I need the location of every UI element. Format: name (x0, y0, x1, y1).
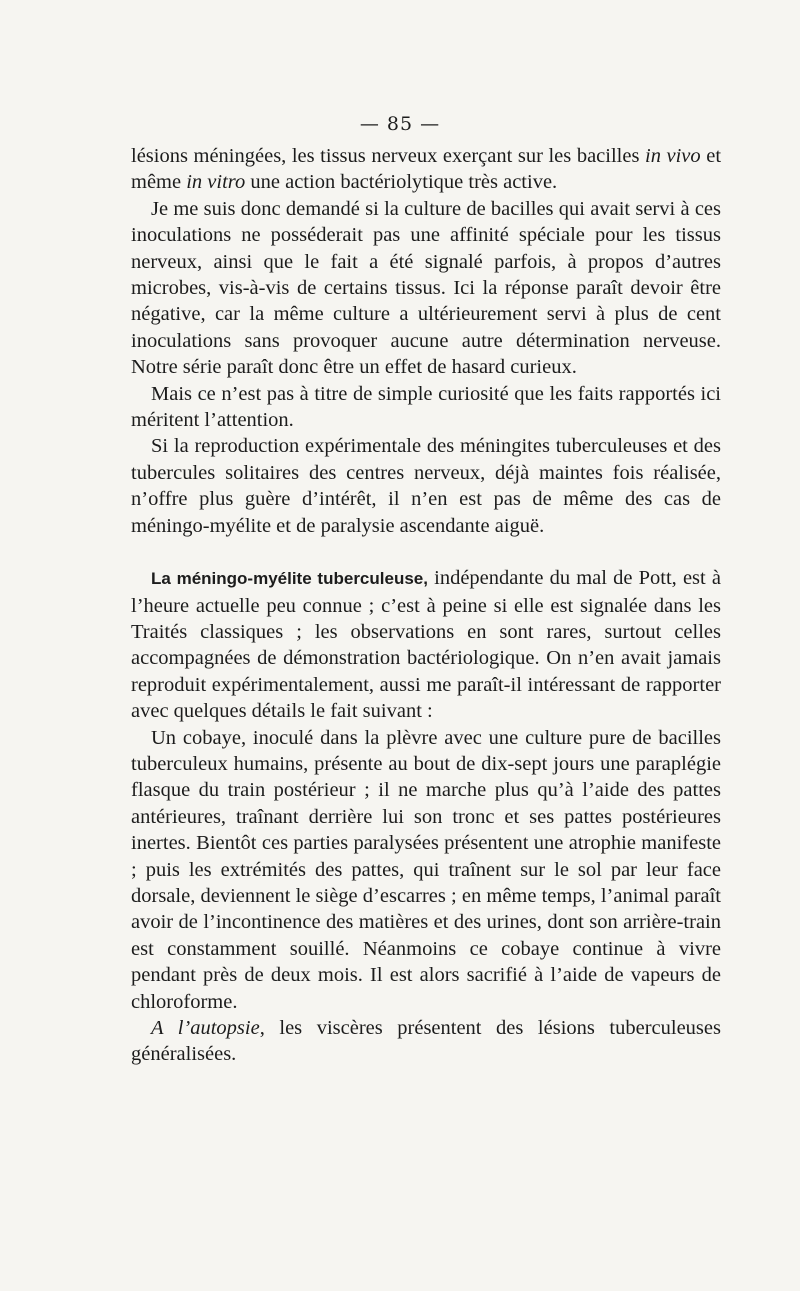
paragraph: Je me suis donc demandé si la culture de bacilles qui avait servi à ces inoculations ne posséderait pas une affinité spéciale pour les tissus nerveux, ainsi que le fait a été signalé parfois, à propos d’autres microbes, vis-à-vis de certains tissus. Ici la réponse paraît devoir être négative, car la même culture a ultérieurement servi à plus de cent inoculations sans provoquer aucune autre détermination nerveuse. Notre série paraît donc être un effet de hasard curieux. (131, 197, 721, 379)
paragraph: A l’autopsie, les viscères présentent des lésions tuberculeuses généralisées. (131, 1017, 721, 1066)
paragraph: Mais ce n’est pas à titre de simple curiosité que les faits rapportés ici méritent l’attention. (131, 382, 721, 432)
section-paragraph: La méningo-myélite tuberculeuse, indépendante du mal de Pott, est à l’heure actuelle peu connue ; c’est à peine si elle est signalée dans les Traités classiques ; les observations en sont rares, surtout celles accompagnées de démonstration bactériologique. On n’en avait jamais reproduit expérimentalement, aussi me paraît-il intéressant de rapporter avec quelques détails le fait suivant : (131, 567, 721, 723)
run-in-heading: La méningo-myélite tuberculeuse, (151, 569, 428, 589)
paragraph: lésions méningées, les tissus nerveux exerçant sur les bacilles in vivo et même in vitro une action bactériolytique très active. (131, 145, 722, 194)
paragraph: Un cobaye, inoculé dans la plèvre avec une culture pure de bacilles tuberculeux humains, présente au bout de dix-sept jours une paraplégie flasque du train postérieur ; il ne marche plus qu’à l’aide des pattes antérieures, traînant derrière lui son tronc et ses pattes postérieures inertes. Bientôt ces parties paralysées présentent une atrophie manifeste ; puis les extrémités des pattes, qui traînent sur le sol par leur face dorsale, deviennent le siège d’escarres ; en même temps, l’animal paraît avoir de l’incontinence des matières et des urines, dont son arrière-train est constamment souillé. Néanmoins ce cobaye continue à vivre pendant près de deux mois. Il est alors sacrifié à l’aide de vapeurs de chloroforme. (131, 726, 721, 1013)
page-number: — 85 — (359, 113, 441, 135)
body-text (131, 143, 721, 1068)
paragraph: Si la reproduction expérimentale des méningites tuberculeuses et des tubercules solitaires des centres nerveux, déjà maintes fois réalisée, n’offre plus guère d’intérêt, il n’en est pas de même des cas de méningo-myélite et de paralysie ascendante aiguë. (131, 435, 721, 537)
